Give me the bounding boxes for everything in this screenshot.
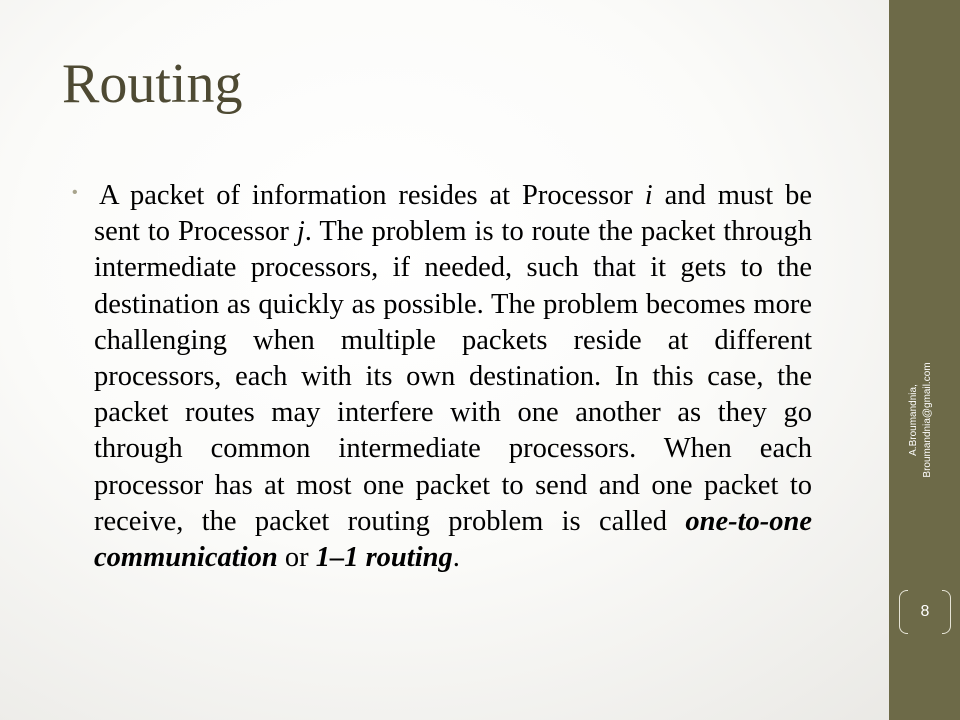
bullet-paragraph — [94, 178, 812, 576]
paragraph-run: and must be sent to Processor — [94, 180, 812, 248]
paragraph-run-bold-italic: 1–1 routing — [315, 542, 453, 574]
footer-text — [907, 362, 935, 477]
paragraph-run: . The problem is to route the packet through intermediate processors, if needed, such that it gets to the destination as quickly as possible. The problem becomes more challenging when multiple packets reside at different processors, each with its own destination. In this case, the packet routes may interfere with one another as they go through common intermediate processors. When each processor has at most one packet to send and one packet to receive, the packet routing problem is called — [94, 216, 812, 537]
paragraph-run-bold-italic: one-to-one communication — [94, 505, 812, 574]
page-number: 8 — [920, 603, 930, 620]
paragraph-run: A packet of information resides at Processor — [99, 180, 645, 211]
slide-body — [72, 178, 812, 576]
footer-email: Broumandnia@gmail.com — [922, 362, 933, 478]
paragraph-run-italic: i — [644, 180, 653, 211]
bullet-icon: • — [72, 184, 78, 201]
paragraph-run-italic: j — [296, 216, 305, 248]
page-number-box — [899, 590, 951, 634]
paragraph-run: . — [452, 542, 460, 574]
paragraph-run: or — [277, 542, 316, 574]
footer-author: A.Broumandnia, — [908, 384, 919, 456]
slide-title: Routing — [62, 53, 243, 115]
